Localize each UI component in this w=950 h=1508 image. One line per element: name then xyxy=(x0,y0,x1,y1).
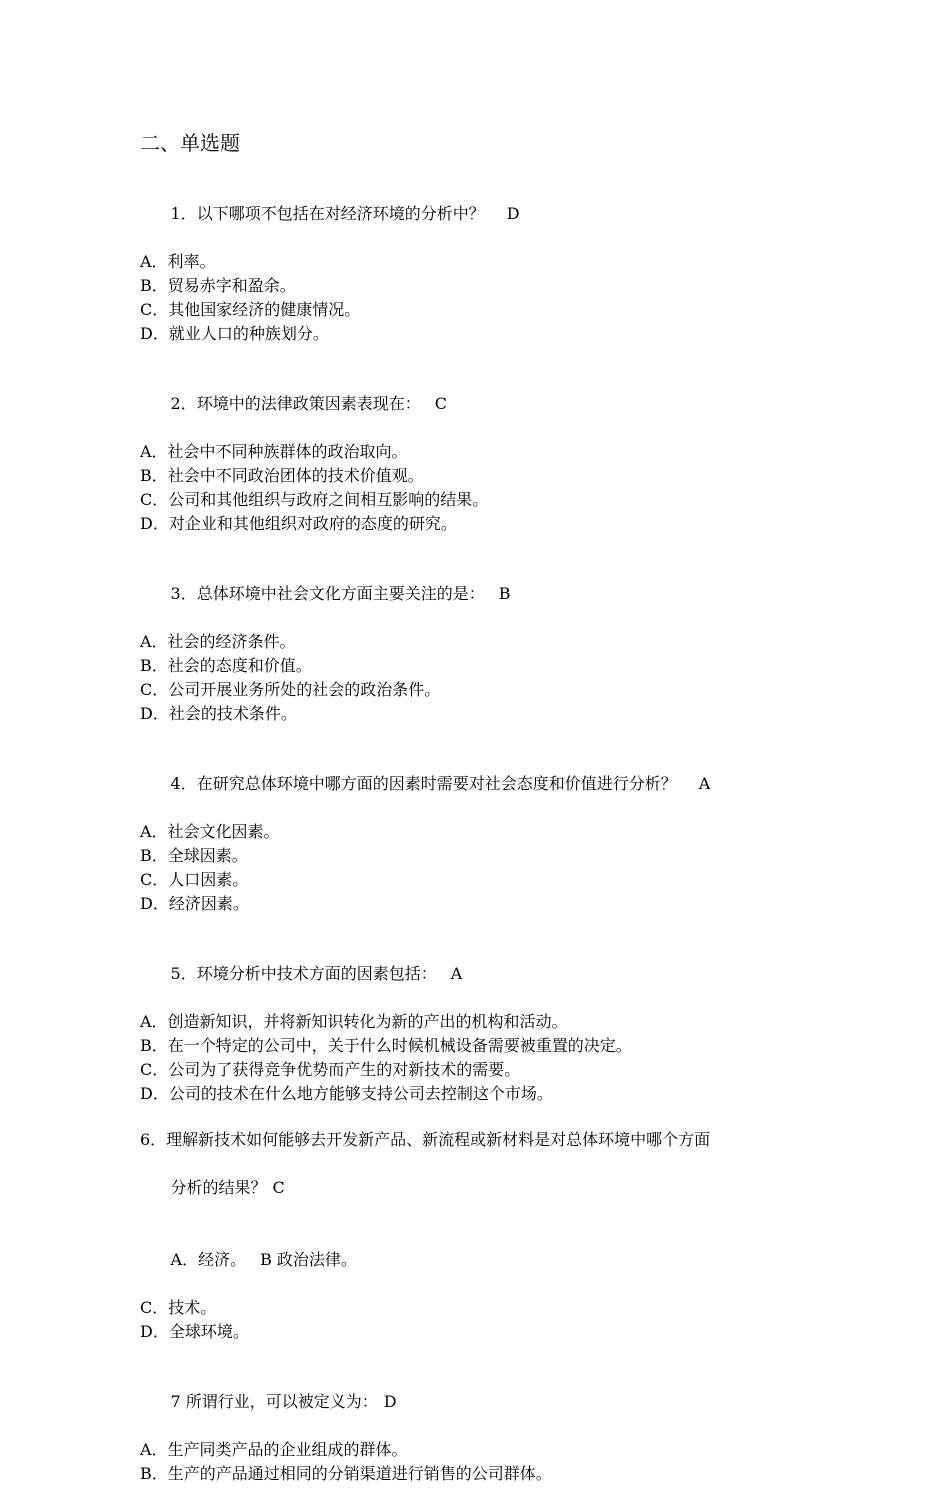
question-stem xyxy=(140,938,820,1010)
option-row-ab xyxy=(140,1224,820,1296)
question-5 xyxy=(140,938,820,1106)
question-stem xyxy=(140,178,820,250)
question-6 xyxy=(140,1128,820,1344)
question-1 xyxy=(140,178,820,346)
question-4 xyxy=(140,748,820,916)
question-stem xyxy=(140,368,820,440)
option-c: C．公司和其他组织与政府之间相互影响的结果。 xyxy=(140,490,489,509)
answer-key: A xyxy=(682,774,711,793)
question-text-continued: 分析的结果？ xyxy=(170,1178,267,1197)
option-a: A．社会的经济条件。 xyxy=(140,632,296,651)
option-b: B．在一个特定的公司中，关于什么时候机械设备需要被重置的决定。 xyxy=(140,1036,632,1055)
answer-key: C xyxy=(418,394,447,413)
answer-key: A xyxy=(434,964,463,983)
option-b: B．生产的产品通过相同的分销渠道进行销售的公司群体。 xyxy=(140,1464,552,1483)
option-a: A．创造新知识，并将新知识转化为新的产出的机构和活动。 xyxy=(140,1012,568,1031)
section-title: 二、单选题 xyxy=(140,131,240,155)
question-stem xyxy=(140,558,820,630)
option-d: D．公司的技术在什么地方能够支持公司去控制这个市场。 xyxy=(140,1084,553,1103)
answer-key: D xyxy=(490,204,520,223)
answer-key: C xyxy=(272,1178,285,1197)
question-stem xyxy=(140,748,820,820)
question-2 xyxy=(140,368,820,536)
question-text: 6．理解新技术如何能够去开发新产品、新流程或新材料是对总体环境中哪个方面 xyxy=(140,1130,711,1149)
option-b: B．社会中不同政治团体的技术价值观。 xyxy=(140,466,424,485)
option-c: C．公司开展业务所处的社会的政治条件。 xyxy=(140,680,441,699)
option-b: B 政治法律。 xyxy=(260,1250,357,1269)
option-b: B．社会的态度和价值。 xyxy=(140,656,312,675)
question-text: 4．在研究总体环境中哪方面的因素时需要对社会态度和价值进行分析？ xyxy=(170,774,677,793)
option-b: B．全球因素。 xyxy=(140,846,248,865)
option-d: D．就业人口的种族划分。 xyxy=(140,324,329,343)
question-text: 3．总体环境中社会文化方面主要关注的是： xyxy=(170,584,477,603)
option-d: D．对企业和其他组织对政府的态度的研究。 xyxy=(140,514,457,533)
question-stem xyxy=(140,1366,820,1438)
option-b: B．贸易赤字和盈余。 xyxy=(140,276,296,295)
option-a: A．社会中不同种族群体的政治取向。 xyxy=(140,442,408,461)
answer-key: D xyxy=(383,1392,397,1411)
option-c: C．技术。 xyxy=(140,1298,217,1317)
answer-key: B xyxy=(482,584,511,603)
option-a: A．经济。 xyxy=(170,1250,247,1269)
question-text: 7 所谓行业，可以被定义为： xyxy=(170,1392,378,1411)
question-7 xyxy=(140,1366,820,1486)
option-c: C．公司为了获得竞争优势而产生的对新技术的需要。 xyxy=(140,1060,521,1079)
document-page xyxy=(140,128,820,1508)
question-text: 2．环境中的法律政策因素表现在： xyxy=(170,394,413,413)
question-text: 1．以下哪项不包括在对经济环境的分析中？ xyxy=(170,204,485,223)
option-c: C．其他国家经济的健康情况。 xyxy=(140,300,361,319)
option-a: A．社会文化因素。 xyxy=(140,822,280,841)
question-text: 5．环境分析中技术方面的因素包括： xyxy=(170,964,429,983)
option-a: A．生产同类产品的企业组成的群体。 xyxy=(140,1440,408,1459)
question-stem xyxy=(140,1152,820,1224)
option-a: A．利率。 xyxy=(140,252,216,271)
option-c: C．人口因素。 xyxy=(140,870,249,889)
option-d: D．经济因素。 xyxy=(140,894,249,913)
option-d: D．社会的技术条件。 xyxy=(140,704,297,723)
question-3 xyxy=(140,558,820,726)
option-d: D．全球环境。 xyxy=(140,1322,249,1341)
